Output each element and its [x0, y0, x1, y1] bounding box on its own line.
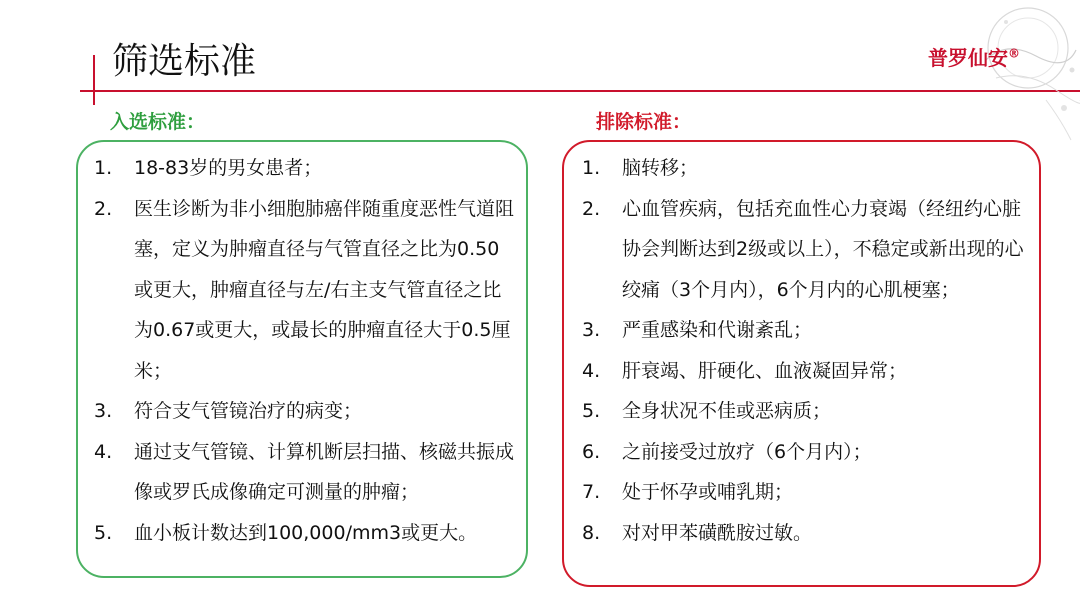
brand-name: 普罗仙安	[928, 46, 1008, 70]
item-number: 2.	[94, 197, 113, 220]
exclusion-criteria-list	[564, 142, 1039, 553]
item-text: 医生诊断为非小细胞肺癌伴随重度恶性气道阻塞，定义为肿瘤直径与气管直径之比为0.50或更大，肿瘤直径与左/右主支气管直径之比为0.67或更大，或最长的肿瘤直径大于0.5厘米；	[134, 197, 515, 382]
inclusion-item	[78, 189, 526, 392]
item-text: 脑转移；	[622, 157, 699, 179]
water-splash-decoration	[936, 0, 1080, 150]
item-number: 3.	[94, 400, 113, 422]
exclusion-item	[564, 391, 1039, 432]
item-text: 血小板计数达到100,000/mm3或更大。	[134, 521, 478, 544]
exclusion-item	[564, 432, 1039, 473]
inclusion-criteria-box	[76, 140, 528, 578]
item-number: 5.	[94, 521, 113, 544]
item-text: 对对甲苯磺酰胺过敏。	[622, 521, 813, 544]
item-text: 严重感染和代谢紊乱；	[622, 319, 813, 341]
exclusion-item	[564, 513, 1039, 554]
item-number: 4.	[94, 440, 113, 463]
item-number: 4.	[582, 359, 601, 382]
exclusion-item	[564, 148, 1039, 189]
item-text: 肝衰竭、肝硬化、血液凝固异常；	[622, 359, 908, 382]
item-text: 18-83岁的男女患者；	[134, 157, 323, 179]
inclusion-criteria-list	[78, 142, 526, 553]
item-number: 7.	[582, 481, 601, 503]
exclusion-item	[564, 310, 1039, 351]
exclusion-item	[564, 351, 1039, 392]
inclusion-item	[78, 148, 526, 189]
brand-logo	[928, 42, 1020, 71]
header-accent-line	[93, 55, 95, 105]
item-number: 1.	[582, 157, 601, 179]
inclusion-criteria-title: 入选标准：	[110, 111, 206, 133]
page-title: 筛选标准	[112, 41, 257, 82]
item-text: 通过支气管镜、计算机断层扫描、核磁共振成像或罗氏成像确定可测量的肿瘤；	[134, 440, 515, 503]
inclusion-item	[78, 391, 526, 432]
item-number: 1.	[94, 157, 113, 179]
inclusion-item	[78, 432, 526, 513]
exclusion-criteria-title: 排除标准：	[596, 111, 692, 133]
item-number: 5.	[582, 400, 601, 422]
exclusion-criteria-box	[562, 140, 1041, 587]
exclusion-item	[564, 472, 1039, 513]
item-text: 处于怀孕或哺乳期；	[622, 481, 794, 503]
item-number: 2.	[582, 197, 601, 220]
item-text: 心血管疾病，包括充血性心力衰竭（经纽约心脏协会判断达到2级或以上），不稳定或新出现的心绞痛（3个月内），6个月内的心肌梗塞；	[622, 197, 1024, 301]
item-number: 8.	[582, 521, 601, 544]
header-divider-line	[80, 90, 1080, 92]
registered-mark: ®	[1008, 46, 1020, 61]
exclusion-item	[564, 189, 1039, 311]
item-number: 6.	[582, 440, 601, 463]
item-text: 之前接受过放疗（6个月内）；	[622, 440, 872, 463]
item-text: 符合支气管镜治疗的病变；	[134, 400, 363, 422]
inclusion-item	[78, 513, 526, 554]
item-number: 3.	[582, 319, 601, 341]
item-text: 全身状况不佳或恶病质；	[622, 400, 832, 422]
